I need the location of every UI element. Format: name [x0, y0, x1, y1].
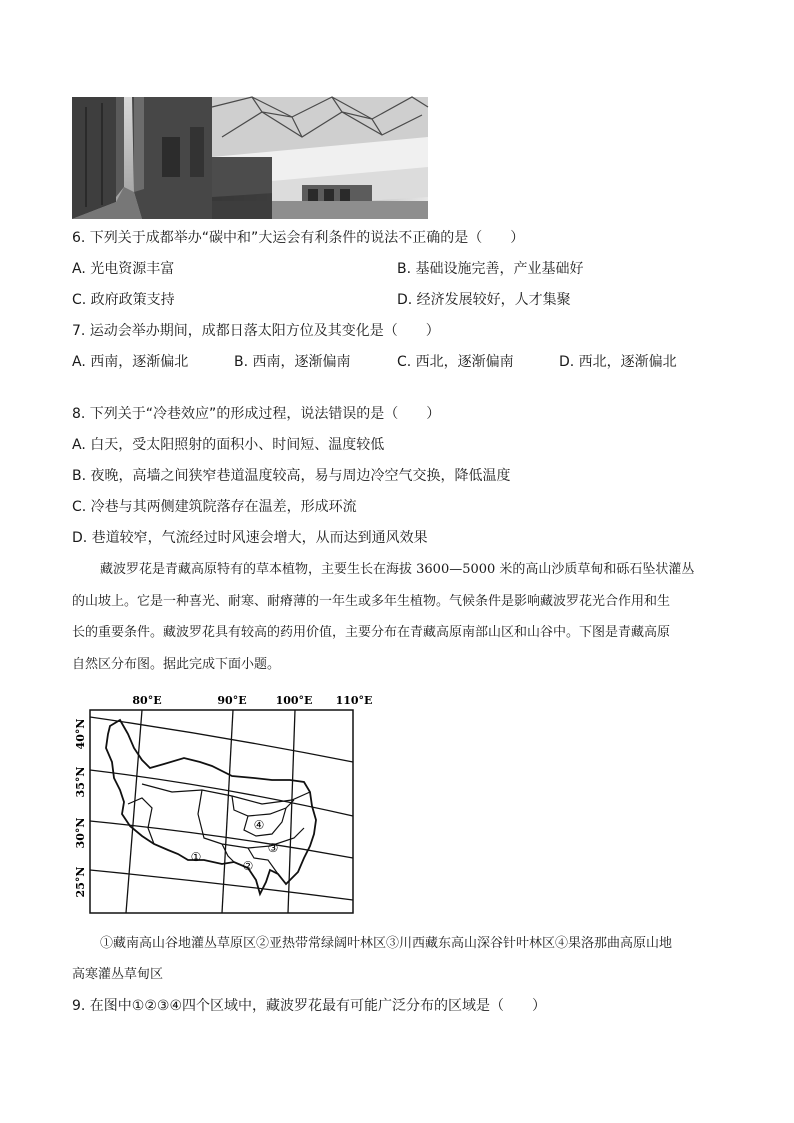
photo-illustration: [72, 97, 428, 219]
region-marker-1: ①: [190, 850, 202, 864]
question-7-stem: 7. 运动会举办期间，成都日落太阳方位及其变化是（ ）: [72, 323, 440, 339]
lon-label-80e: 80°E: [132, 694, 162, 707]
passage-line-4: 自然区分布图。据此完成下面小题。: [72, 657, 281, 672]
question-8-option-b[interactable]: B. 夜晚，高墙之间狭窄巷道温度较高，易与周边冷空气交换，降低温度: [72, 468, 511, 484]
question-6-option-d[interactable]: D. 经济发展较好，人才集聚: [397, 292, 571, 308]
region-marker-2: ②: [242, 859, 254, 873]
question-6-option-b[interactable]: B. 基础设施完善，产业基础好: [397, 261, 584, 277]
lon-label-100e: 100°E: [275, 694, 313, 707]
lon-label-110e: 110°E: [335, 694, 373, 707]
map-svg: [72, 688, 373, 918]
lat-label-35n: 35°N: [74, 766, 87, 798]
question-7-option-c[interactable]: C. 西北，逐渐偏南: [397, 354, 514, 370]
lat-label-25n: 25°N: [74, 866, 87, 898]
question-6-stem: 6. 下列关于成都举办“碳中和”大运会有利条件的说法不正确的是（ ）: [72, 230, 525, 246]
passage-line-3: 长的重要条件。藏波罗花具有较高的药用价值，主要分布在青藏高原南部山区和山谷中。下图是青藏高原: [72, 625, 671, 640]
question-6-option-c[interactable]: C. 政府政策支持: [72, 292, 175, 308]
question-8-stem: 8. 下列关于“冷巷效应”的形成过程，说法错误的是（ ）: [72, 406, 441, 422]
lat-label-40n: 40°N: [74, 718, 87, 750]
region-marker-4: ④: [253, 818, 265, 832]
question-7-option-d[interactable]: D. 西北，逐渐偏北: [559, 354, 677, 370]
question-7-option-b[interactable]: B. 西南，逐渐偏南: [234, 354, 351, 370]
question-8-option-c[interactable]: C. 冷巷与其两侧建筑院落存在温差，形成环流: [72, 499, 357, 515]
question-7-option-a[interactable]: A. 西南，逐渐偏北: [72, 354, 189, 370]
tibet-plateau-natural-regions-map: [72, 688, 373, 918]
question-9-stem: 9. 在图中①②③④四个区域中，藏波罗花最有可能广泛分布的区域是（ ）: [72, 998, 547, 1014]
question-8-option-d[interactable]: D. 巷道较窄，气流经过时风速会增大，从而达到通风效果: [72, 530, 428, 546]
question-8-option-a[interactable]: A. 白天，受太阳照射的面积小、时间短、温度较低: [72, 437, 385, 453]
passage-line-1: 藏波罗花是青藏高原特有的草本植物，主要生长在海拔 3600—5000 米的高山沙质草甸和砾石坠状灌丛: [100, 562, 695, 577]
alley-and-building-photo: [72, 97, 428, 219]
lat-label-30n: 30°N: [74, 817, 87, 849]
map-legend-line-1: ①藏南高山谷地灌丛草原区②亚热带常绿阔叶林区③川西藏东高山深谷针叶林区④果洛那曲高原山地: [100, 936, 673, 951]
passage-line-2: 的山坡上。它是一种喜光、耐寒、耐瘠薄的一年生或多年生植物。气候条件是影响藏波罗花光合作用和生: [72, 594, 671, 609]
region-marker-3: ③: [267, 841, 279, 855]
lon-label-90e: 90°E: [217, 694, 247, 707]
question-6-option-a[interactable]: A. 光电资源丰富: [72, 261, 175, 277]
map-legend-line-2: 高寒灌丛草甸区: [72, 967, 164, 982]
